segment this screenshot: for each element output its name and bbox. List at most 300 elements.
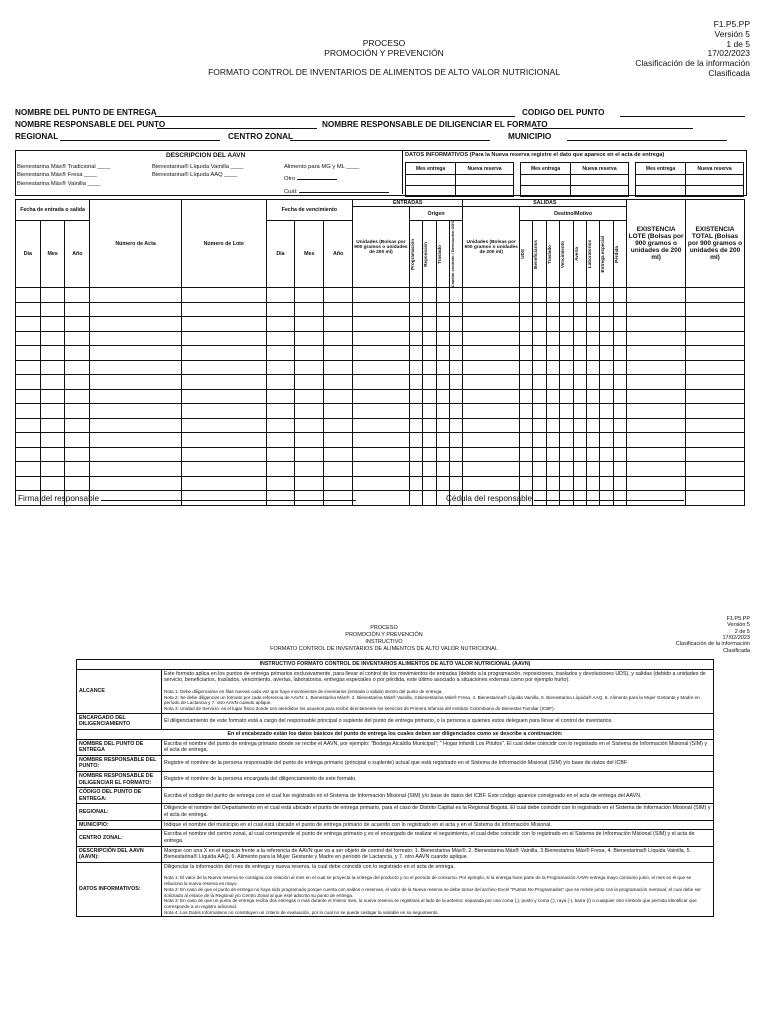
inventory-cell[interactable] xyxy=(423,447,436,462)
option-tradicional[interactable]: Bienestarina Más® Tradicional ____ xyxy=(17,164,111,170)
inventory-cell[interactable] xyxy=(65,389,90,404)
inventory-cell[interactable] xyxy=(353,331,410,346)
inventory-cell[interactable] xyxy=(423,302,436,317)
inventory-cell[interactable] xyxy=(573,360,586,375)
inventory-cell[interactable] xyxy=(627,433,686,448)
inventory-cell[interactable] xyxy=(266,288,295,303)
inventory-cell[interactable] xyxy=(463,302,520,317)
inventory-cell[interactable] xyxy=(181,317,266,332)
inventory-cell[interactable] xyxy=(353,447,410,462)
inventory-cell[interactable] xyxy=(436,389,449,404)
inventory-cell[interactable] xyxy=(627,302,686,317)
inventory-cell[interactable] xyxy=(353,389,410,404)
inventory-cell[interactable] xyxy=(423,331,436,346)
inventory-cell[interactable] xyxy=(627,476,686,491)
inventory-cell[interactable] xyxy=(520,317,533,332)
inventory-cell[interactable] xyxy=(546,331,559,346)
inventory-cell[interactable] xyxy=(90,447,182,462)
inventory-cell[interactable] xyxy=(546,418,559,433)
inventory-cell[interactable] xyxy=(560,331,573,346)
inventory-cell[interactable] xyxy=(324,418,353,433)
inventory-cell[interactable] xyxy=(409,491,422,506)
inventory-cell[interactable] xyxy=(627,447,686,462)
inventory-cell[interactable] xyxy=(295,404,324,419)
datos-cell[interactable] xyxy=(406,186,456,197)
inventory-cell[interactable] xyxy=(520,418,533,433)
inventory-cell[interactable] xyxy=(613,418,626,433)
inventory-cell[interactable] xyxy=(533,447,546,462)
inventory-cell[interactable] xyxy=(266,404,295,419)
inventory-cell[interactable] xyxy=(409,447,422,462)
inventory-cell[interactable] xyxy=(436,476,449,491)
inventory-cell[interactable] xyxy=(65,447,90,462)
inventory-cell[interactable] xyxy=(266,389,295,404)
inventory-cell[interactable] xyxy=(463,418,520,433)
inventory-cell[interactable] xyxy=(65,375,90,390)
inventory-cell[interactable] xyxy=(613,476,626,491)
inventory-cell[interactable] xyxy=(573,462,586,477)
inventory-cell[interactable] xyxy=(520,346,533,361)
inventory-cell[interactable] xyxy=(65,331,90,346)
inventory-cell[interactable] xyxy=(353,418,410,433)
inventory-cell[interactable] xyxy=(560,346,573,361)
inventory-cell[interactable] xyxy=(546,476,559,491)
inventory-cell[interactable] xyxy=(16,404,41,419)
inventory-cell[interactable] xyxy=(627,389,686,404)
inventory-cell[interactable] xyxy=(533,462,546,477)
inventory-cell[interactable] xyxy=(353,288,410,303)
inventory-cell[interactable] xyxy=(181,476,266,491)
inventory-cell[interactable] xyxy=(266,331,295,346)
datos-cell[interactable] xyxy=(520,186,570,197)
inventory-cell[interactable] xyxy=(685,404,744,419)
inventory-cell[interactable] xyxy=(520,404,533,419)
inventory-cell[interactable] xyxy=(463,375,520,390)
inventory-cell[interactable] xyxy=(546,317,559,332)
inventory-cell[interactable] xyxy=(65,302,90,317)
inventory-cell[interactable] xyxy=(436,360,449,375)
datos-cell[interactable] xyxy=(520,175,570,186)
inventory-cell[interactable] xyxy=(546,389,559,404)
inventory-cell[interactable] xyxy=(40,433,65,448)
inventory-cell[interactable] xyxy=(685,447,744,462)
inventory-cell[interactable] xyxy=(600,447,613,462)
inventory-cell[interactable] xyxy=(90,389,182,404)
inventory-cell[interactable] xyxy=(573,404,586,419)
inventory-cell[interactable] xyxy=(560,433,573,448)
inventory-cell[interactable] xyxy=(353,317,410,332)
inventory-cell[interactable] xyxy=(266,447,295,462)
inventory-cell[interactable] xyxy=(613,447,626,462)
inventory-cell[interactable] xyxy=(409,433,422,448)
inventory-cell[interactable] xyxy=(295,462,324,477)
datos-cell[interactable] xyxy=(635,186,685,197)
inventory-cell[interactable] xyxy=(65,476,90,491)
inventory-cell[interactable] xyxy=(600,389,613,404)
inventory-cell[interactable] xyxy=(560,375,573,390)
inventory-cell[interactable] xyxy=(90,418,182,433)
inventory-cell[interactable] xyxy=(520,331,533,346)
inventory-cell[interactable] xyxy=(181,433,266,448)
inventory-cell[interactable] xyxy=(600,375,613,390)
inventory-cell[interactable] xyxy=(613,462,626,477)
inventory-cell[interactable] xyxy=(90,433,182,448)
cedula-field[interactable] xyxy=(534,492,684,501)
option-liquida-aaq[interactable]: Bienestarina® Líquida AAQ ____ xyxy=(152,172,238,179)
option-fresa[interactable]: Bienestarina Más® Fresa ____ xyxy=(17,172,97,179)
inventory-cell[interactable] xyxy=(181,331,266,346)
inventory-cell[interactable] xyxy=(685,288,744,303)
inventory-cell[interactable] xyxy=(685,360,744,375)
inventory-cell[interactable] xyxy=(613,302,626,317)
inventory-cell[interactable] xyxy=(685,317,744,332)
inventory-cell[interactable] xyxy=(295,360,324,375)
inventory-cell[interactable] xyxy=(449,389,462,404)
inventory-cell[interactable] xyxy=(436,375,449,390)
inventory-cell[interactable] xyxy=(436,317,449,332)
inventory-cell[interactable] xyxy=(587,346,600,361)
inventory-cell[interactable] xyxy=(613,360,626,375)
inventory-cell[interactable] xyxy=(324,476,353,491)
inventory-cell[interactable] xyxy=(560,288,573,303)
inventory-cell[interactable] xyxy=(423,476,436,491)
inventory-cell[interactable] xyxy=(627,317,686,332)
inventory-cell[interactable] xyxy=(295,375,324,390)
inventory-cell[interactable] xyxy=(436,462,449,477)
inventory-cell[interactable] xyxy=(40,331,65,346)
inventory-cell[interactable] xyxy=(587,433,600,448)
inventory-cell[interactable] xyxy=(40,462,65,477)
inventory-cell[interactable] xyxy=(533,418,546,433)
inventory-cell[interactable] xyxy=(627,360,686,375)
inventory-cell[interactable] xyxy=(40,317,65,332)
inventory-cell[interactable] xyxy=(627,375,686,390)
inventory-cell[interactable] xyxy=(40,288,65,303)
inventory-cell[interactable] xyxy=(463,360,520,375)
inventory-cell[interactable] xyxy=(436,418,449,433)
inventory-cell[interactable] xyxy=(613,404,626,419)
inventory-cell[interactable] xyxy=(560,389,573,404)
datos-cell[interactable] xyxy=(686,186,744,197)
inventory-cell[interactable] xyxy=(520,302,533,317)
inventory-cell[interactable] xyxy=(533,433,546,448)
inventory-cell[interactable] xyxy=(65,433,90,448)
inventory-cell[interactable] xyxy=(520,389,533,404)
inventory-cell[interactable] xyxy=(627,404,686,419)
inventory-cell[interactable] xyxy=(266,476,295,491)
inventory-cell[interactable] xyxy=(90,360,182,375)
inventory-cell[interactable] xyxy=(423,389,436,404)
inventory-cell[interactable] xyxy=(90,331,182,346)
inventory-cell[interactable] xyxy=(449,404,462,419)
inventory-cell[interactable] xyxy=(600,462,613,477)
inventory-cell[interactable] xyxy=(266,375,295,390)
inventory-cell[interactable] xyxy=(573,433,586,448)
inventory-cell[interactable] xyxy=(449,433,462,448)
option-vainilla[interactable]: Bienestarina Más® Vainilla ____ xyxy=(17,180,101,187)
inventory-cell[interactable] xyxy=(295,418,324,433)
inventory-cell[interactable] xyxy=(409,389,422,404)
inventory-cell[interactable] xyxy=(520,375,533,390)
inventory-cell[interactable] xyxy=(16,317,41,332)
inventory-cell[interactable] xyxy=(546,302,559,317)
inventory-cell[interactable] xyxy=(353,360,410,375)
inventory-cell[interactable] xyxy=(685,375,744,390)
datos-cell[interactable] xyxy=(635,175,685,186)
inventory-cell[interactable] xyxy=(266,317,295,332)
inventory-cell[interactable] xyxy=(587,447,600,462)
inventory-cell[interactable] xyxy=(324,375,353,390)
inventory-cell[interactable] xyxy=(685,418,744,433)
inventory-cell[interactable] xyxy=(409,360,422,375)
inventory-cell[interactable] xyxy=(449,331,462,346)
inventory-cell[interactable] xyxy=(533,288,546,303)
inventory-cell[interactable] xyxy=(627,346,686,361)
inventory-cell[interactable] xyxy=(16,302,41,317)
inventory-cell[interactable] xyxy=(409,476,422,491)
inventory-cell[interactable] xyxy=(613,288,626,303)
inventory-cell[interactable] xyxy=(16,476,41,491)
inventory-cell[interactable] xyxy=(520,288,533,303)
inventory-cell[interactable] xyxy=(324,331,353,346)
inventory-cell[interactable] xyxy=(600,288,613,303)
inventory-cell[interactable] xyxy=(16,288,41,303)
inventory-cell[interactable] xyxy=(587,360,600,375)
inventory-cell[interactable] xyxy=(587,317,600,332)
inventory-cell[interactable] xyxy=(533,375,546,390)
inventory-cell[interactable] xyxy=(324,302,353,317)
inventory-cell[interactable] xyxy=(436,288,449,303)
inventory-cell[interactable] xyxy=(295,433,324,448)
inventory-cell[interactable] xyxy=(533,389,546,404)
inventory-cell[interactable] xyxy=(266,433,295,448)
inventory-cell[interactable] xyxy=(90,288,182,303)
inventory-cell[interactable] xyxy=(409,317,422,332)
inventory-cell[interactable] xyxy=(600,404,613,419)
datos-cell[interactable] xyxy=(686,175,744,186)
inventory-cell[interactable] xyxy=(295,302,324,317)
inventory-cell[interactable] xyxy=(587,288,600,303)
inventory-cell[interactable] xyxy=(600,302,613,317)
inventory-cell[interactable] xyxy=(546,404,559,419)
inventory-cell[interactable] xyxy=(613,375,626,390)
inventory-cell[interactable] xyxy=(463,331,520,346)
inventory-cell[interactable] xyxy=(436,302,449,317)
inventory-cell[interactable] xyxy=(613,331,626,346)
inventory-cell[interactable] xyxy=(65,346,90,361)
inventory-cell[interactable] xyxy=(324,360,353,375)
inventory-cell[interactable] xyxy=(613,346,626,361)
inventory-cell[interactable] xyxy=(573,317,586,332)
inventory-cell[interactable] xyxy=(587,462,600,477)
inventory-cell[interactable] xyxy=(560,360,573,375)
firma-field[interactable] xyxy=(101,492,356,501)
regional-field[interactable] xyxy=(60,132,220,141)
inventory-cell[interactable] xyxy=(449,346,462,361)
inventory-cell[interactable] xyxy=(90,375,182,390)
inventory-cell[interactable] xyxy=(423,418,436,433)
inventory-cell[interactable] xyxy=(40,346,65,361)
inventory-cell[interactable] xyxy=(181,288,266,303)
inventory-cell[interactable] xyxy=(181,375,266,390)
inventory-cell[interactable] xyxy=(324,288,353,303)
inventory-cell[interactable] xyxy=(546,375,559,390)
inventory-cell[interactable] xyxy=(90,317,182,332)
inventory-cell[interactable] xyxy=(533,360,546,375)
inventory-cell[interactable] xyxy=(587,375,600,390)
inventory-cell[interactable] xyxy=(181,360,266,375)
inventory-cell[interactable] xyxy=(16,346,41,361)
inventory-cell[interactable] xyxy=(65,360,90,375)
inventory-cell[interactable] xyxy=(423,404,436,419)
inventory-cell[interactable] xyxy=(436,404,449,419)
datos-cell[interactable] xyxy=(571,175,629,186)
inventory-cell[interactable] xyxy=(533,346,546,361)
inventory-cell[interactable] xyxy=(685,476,744,491)
inventory-cell[interactable] xyxy=(65,404,90,419)
inventory-cell[interactable] xyxy=(181,404,266,419)
inventory-cell[interactable] xyxy=(685,389,744,404)
inventory-cell[interactable] xyxy=(463,447,520,462)
inventory-cell[interactable] xyxy=(449,302,462,317)
inventory-cell[interactable] xyxy=(533,317,546,332)
inventory-cell[interactable] xyxy=(65,418,90,433)
inventory-cell[interactable] xyxy=(40,418,65,433)
inventory-cell[interactable] xyxy=(295,331,324,346)
inventory-cell[interactable] xyxy=(685,346,744,361)
option-cual[interactable] xyxy=(284,184,389,196)
inventory-cell[interactable] xyxy=(560,462,573,477)
inventory-cell[interactable] xyxy=(266,418,295,433)
inventory-cell[interactable] xyxy=(546,346,559,361)
inventory-cell[interactable] xyxy=(613,389,626,404)
inventory-cell[interactable] xyxy=(600,418,613,433)
inventory-cell[interactable] xyxy=(546,462,559,477)
inventory-cell[interactable] xyxy=(613,433,626,448)
inventory-cell[interactable] xyxy=(266,346,295,361)
inventory-cell[interactable] xyxy=(627,288,686,303)
inventory-cell[interactable] xyxy=(600,331,613,346)
inventory-cell[interactable] xyxy=(90,476,182,491)
inventory-cell[interactable] xyxy=(409,462,422,477)
inventory-cell[interactable] xyxy=(353,491,410,506)
inventory-cell[interactable] xyxy=(40,302,65,317)
inventory-cell[interactable] xyxy=(600,476,613,491)
inventory-cell[interactable] xyxy=(295,476,324,491)
inventory-cell[interactable] xyxy=(353,375,410,390)
inventory-cell[interactable] xyxy=(449,476,462,491)
inventory-cell[interactable] xyxy=(353,404,410,419)
inventory-cell[interactable] xyxy=(409,288,422,303)
inventory-cell[interactable] xyxy=(685,433,744,448)
inventory-cell[interactable] xyxy=(353,462,410,477)
inventory-cell[interactable] xyxy=(573,375,586,390)
inventory-cell[interactable] xyxy=(181,447,266,462)
datos-cell[interactable] xyxy=(571,186,629,197)
inventory-cell[interactable] xyxy=(463,462,520,477)
inventory-cell[interactable] xyxy=(324,447,353,462)
inventory-cell[interactable] xyxy=(463,317,520,332)
responsable-field[interactable] xyxy=(157,120,317,129)
diligenciar-field[interactable] xyxy=(533,120,693,129)
inventory-cell[interactable] xyxy=(685,331,744,346)
inventory-cell[interactable] xyxy=(423,433,436,448)
inventory-cell[interactable] xyxy=(449,375,462,390)
inventory-cell[interactable] xyxy=(90,302,182,317)
inventory-cell[interactable] xyxy=(181,418,266,433)
inventory-cell[interactable] xyxy=(627,331,686,346)
inventory-cell[interactable] xyxy=(573,288,586,303)
inventory-cell[interactable] xyxy=(573,302,586,317)
inventory-cell[interactable] xyxy=(587,476,600,491)
inventory-cell[interactable] xyxy=(40,404,65,419)
inventory-cell[interactable] xyxy=(573,331,586,346)
inventory-cell[interactable] xyxy=(295,288,324,303)
inventory-cell[interactable] xyxy=(520,462,533,477)
inventory-cell[interactable] xyxy=(409,346,422,361)
inventory-cell[interactable] xyxy=(295,346,324,361)
inventory-cell[interactable] xyxy=(546,433,559,448)
inventory-cell[interactable] xyxy=(16,389,41,404)
inventory-cell[interactable] xyxy=(16,418,41,433)
option-otro[interactable] xyxy=(284,171,389,183)
option-liquida-vainilla[interactable]: Bienestarina® Líquida Vainilla ____ xyxy=(152,164,244,170)
option-mg-ml[interactable]: Alimento para MG y ML ____ xyxy=(284,164,360,170)
inventory-cell[interactable] xyxy=(324,346,353,361)
inventory-cell[interactable] xyxy=(353,433,410,448)
inventory-cell[interactable] xyxy=(65,317,90,332)
inventory-cell[interactable] xyxy=(65,462,90,477)
codigo-field[interactable] xyxy=(620,108,745,117)
inventory-cell[interactable] xyxy=(463,476,520,491)
inventory-cell[interactable] xyxy=(266,360,295,375)
inventory-cell[interactable] xyxy=(546,447,559,462)
inventory-cell[interactable] xyxy=(520,433,533,448)
inventory-cell[interactable] xyxy=(533,476,546,491)
inventory-cell[interactable] xyxy=(600,346,613,361)
inventory-cell[interactable] xyxy=(533,302,546,317)
inventory-cell[interactable] xyxy=(266,462,295,477)
inventory-cell[interactable] xyxy=(560,404,573,419)
inventory-cell[interactable] xyxy=(40,389,65,404)
inventory-cell[interactable] xyxy=(436,447,449,462)
inventory-cell[interactable] xyxy=(423,375,436,390)
inventory-cell[interactable] xyxy=(685,462,744,477)
inventory-cell[interactable] xyxy=(560,447,573,462)
inventory-cell[interactable] xyxy=(409,375,422,390)
inventory-cell[interactable] xyxy=(560,317,573,332)
inventory-cell[interactable] xyxy=(520,360,533,375)
centro-field[interactable] xyxy=(290,132,490,141)
inventory-cell[interactable] xyxy=(520,447,533,462)
inventory-cell[interactable] xyxy=(533,404,546,419)
datos-cell[interactable] xyxy=(456,175,514,186)
inventory-cell[interactable] xyxy=(40,476,65,491)
inventory-cell[interactable] xyxy=(573,389,586,404)
inventory-cell[interactable] xyxy=(295,317,324,332)
inventory-cell[interactable] xyxy=(573,418,586,433)
inventory-cell[interactable] xyxy=(587,418,600,433)
inventory-cell[interactable] xyxy=(436,331,449,346)
inventory-cell[interactable] xyxy=(520,476,533,491)
inventory-cell[interactable] xyxy=(90,404,182,419)
inventory-cell[interactable] xyxy=(266,302,295,317)
inventory-cell[interactable] xyxy=(409,418,422,433)
inventory-cell[interactable] xyxy=(573,447,586,462)
inventory-cell[interactable] xyxy=(324,389,353,404)
inventory-cell[interactable] xyxy=(324,462,353,477)
inventory-cell[interactable] xyxy=(40,375,65,390)
